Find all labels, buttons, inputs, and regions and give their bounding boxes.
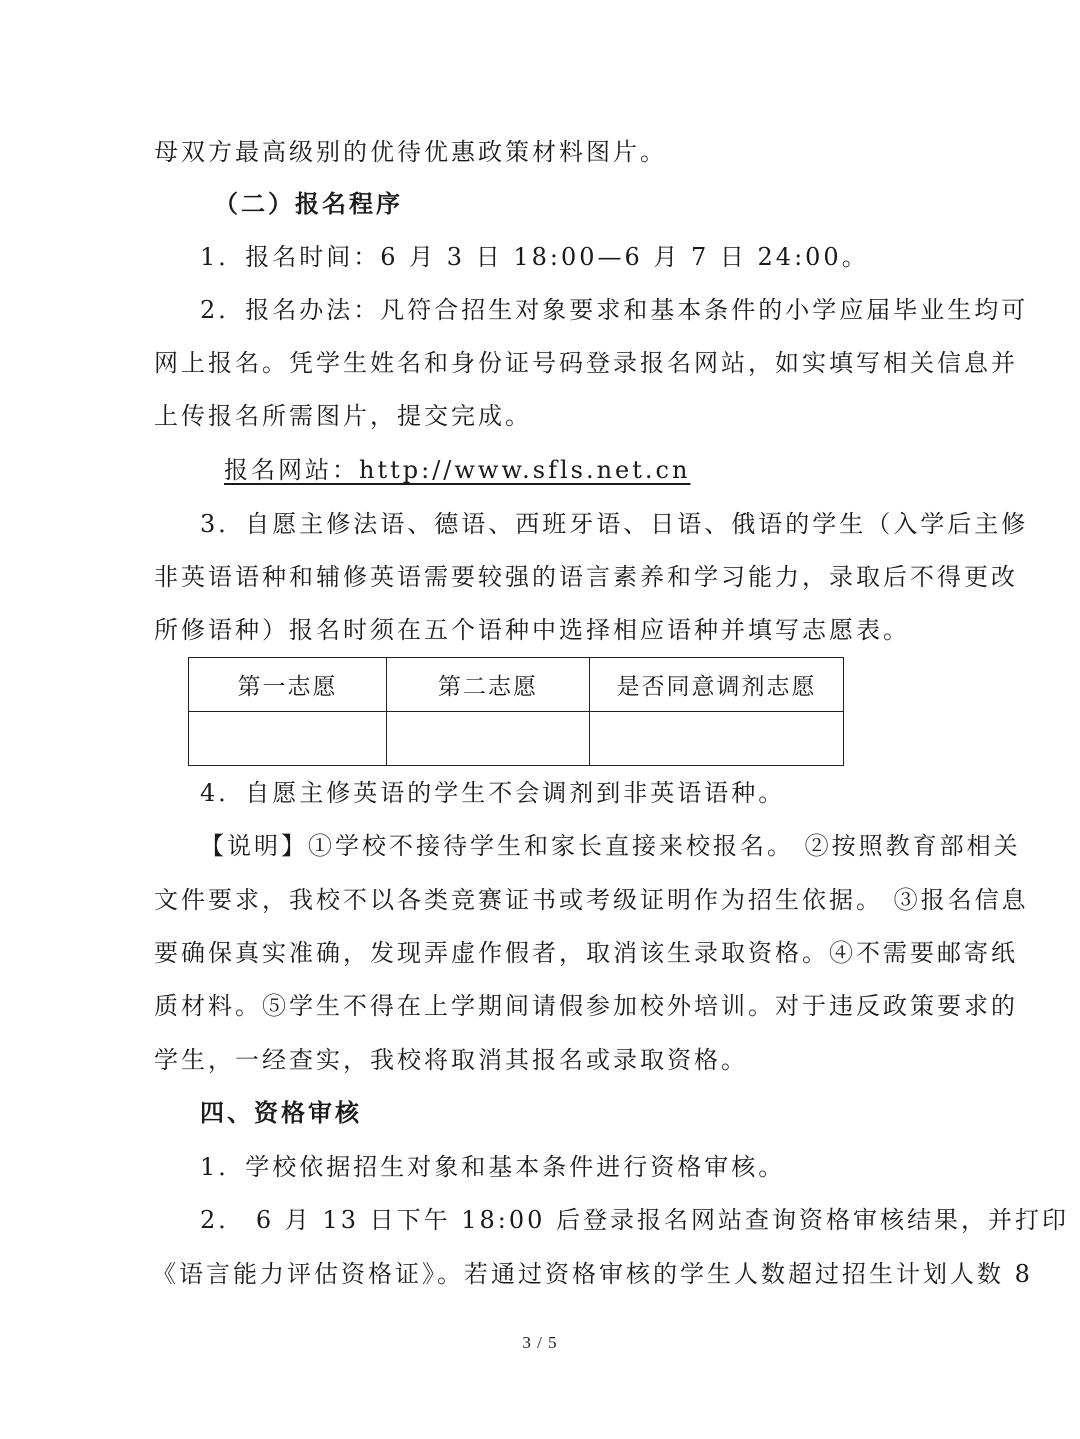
- body-line: 4．自愿主修英语的学生不会调剂到非英语语种。: [200, 779, 786, 807]
- body-line: 《语言能力评估资格证》。若通过资格审核的学生人数超过招生计划人数 8: [152, 1260, 1033, 1288]
- note-line: 要确保真实准确，发现弄虚作假者，取消该生录取资格。④不需要邮寄纸: [154, 939, 1018, 967]
- note-line: 质材料。⑤学生不得在上学期间请假参加校外培训。对于违反政策要求的: [154, 992, 1018, 1020]
- body-line: 3．自愿主修法语、德语、西班牙语、日语、俄语的学生（入学后主修: [200, 510, 1029, 538]
- section-heading-registration-procedure: （二）报名程序: [214, 189, 403, 218]
- table-header-cell: 第一志愿: [189, 658, 387, 712]
- registration-website-link[interactable]: 报名网站：http://www.sfls.net.cn: [224, 456, 691, 484]
- body-line: 1．学校依据招生对象和基本条件进行资格审核。: [200, 1153, 786, 1181]
- body-line: 母双方最高级别的优待优惠政策材料图片。: [154, 138, 667, 166]
- table-header-cell: 是否同意调剂志愿: [590, 658, 844, 712]
- section-heading-qualification-review: 四、资格审核: [200, 1098, 362, 1127]
- body-line: 2．报名办法：凡符合招生对象要求和基本条件的小学应届毕业生均可: [200, 296, 1029, 324]
- registration-time: 1．报名时间：6 月 3 日 18:00—6 月 7 日 24:00。: [200, 243, 869, 271]
- note-line: 学生，一经查实，我校将取消其报名或录取资格。: [154, 1046, 748, 1074]
- table-cell-first-choice: [189, 712, 387, 766]
- table-cell-accept-adjustment: [590, 712, 844, 766]
- body-line: 所修语种）报名时须在五个语种中选择相应语种并填写志愿表。: [154, 616, 910, 644]
- table-header-row: [189, 658, 844, 712]
- page-number: 3 / 5: [522, 1333, 558, 1352]
- wish-table: [188, 657, 844, 766]
- body-line: 2． 6 月 13 日下午 18:00 后登录报名网站查询资格审核结果，并打印: [200, 1206, 1070, 1234]
- body-line: 上传报名所需图片，提交完成。: [154, 402, 532, 430]
- note-line: 文件要求，我校不以各类竞赛证书或考级证明作为招生依据。 ③报名信息: [154, 886, 1029, 914]
- table-row: [189, 712, 844, 766]
- table-header-cell: 第二志愿: [387, 658, 590, 712]
- note-line: 【说明】①学校不接待学生和家长直接来校报名。 ②按照教育部相关: [200, 832, 1021, 860]
- table-cell-second-choice: [387, 712, 590, 766]
- body-line: 网上报名。凭学生姓名和身份证号码登录报名网站，如实填写相关信息并: [154, 349, 1018, 377]
- body-line: 非英语语种和辅修英语需要较强的语言素养和学习能力，录取后不得更改: [154, 563, 1018, 591]
